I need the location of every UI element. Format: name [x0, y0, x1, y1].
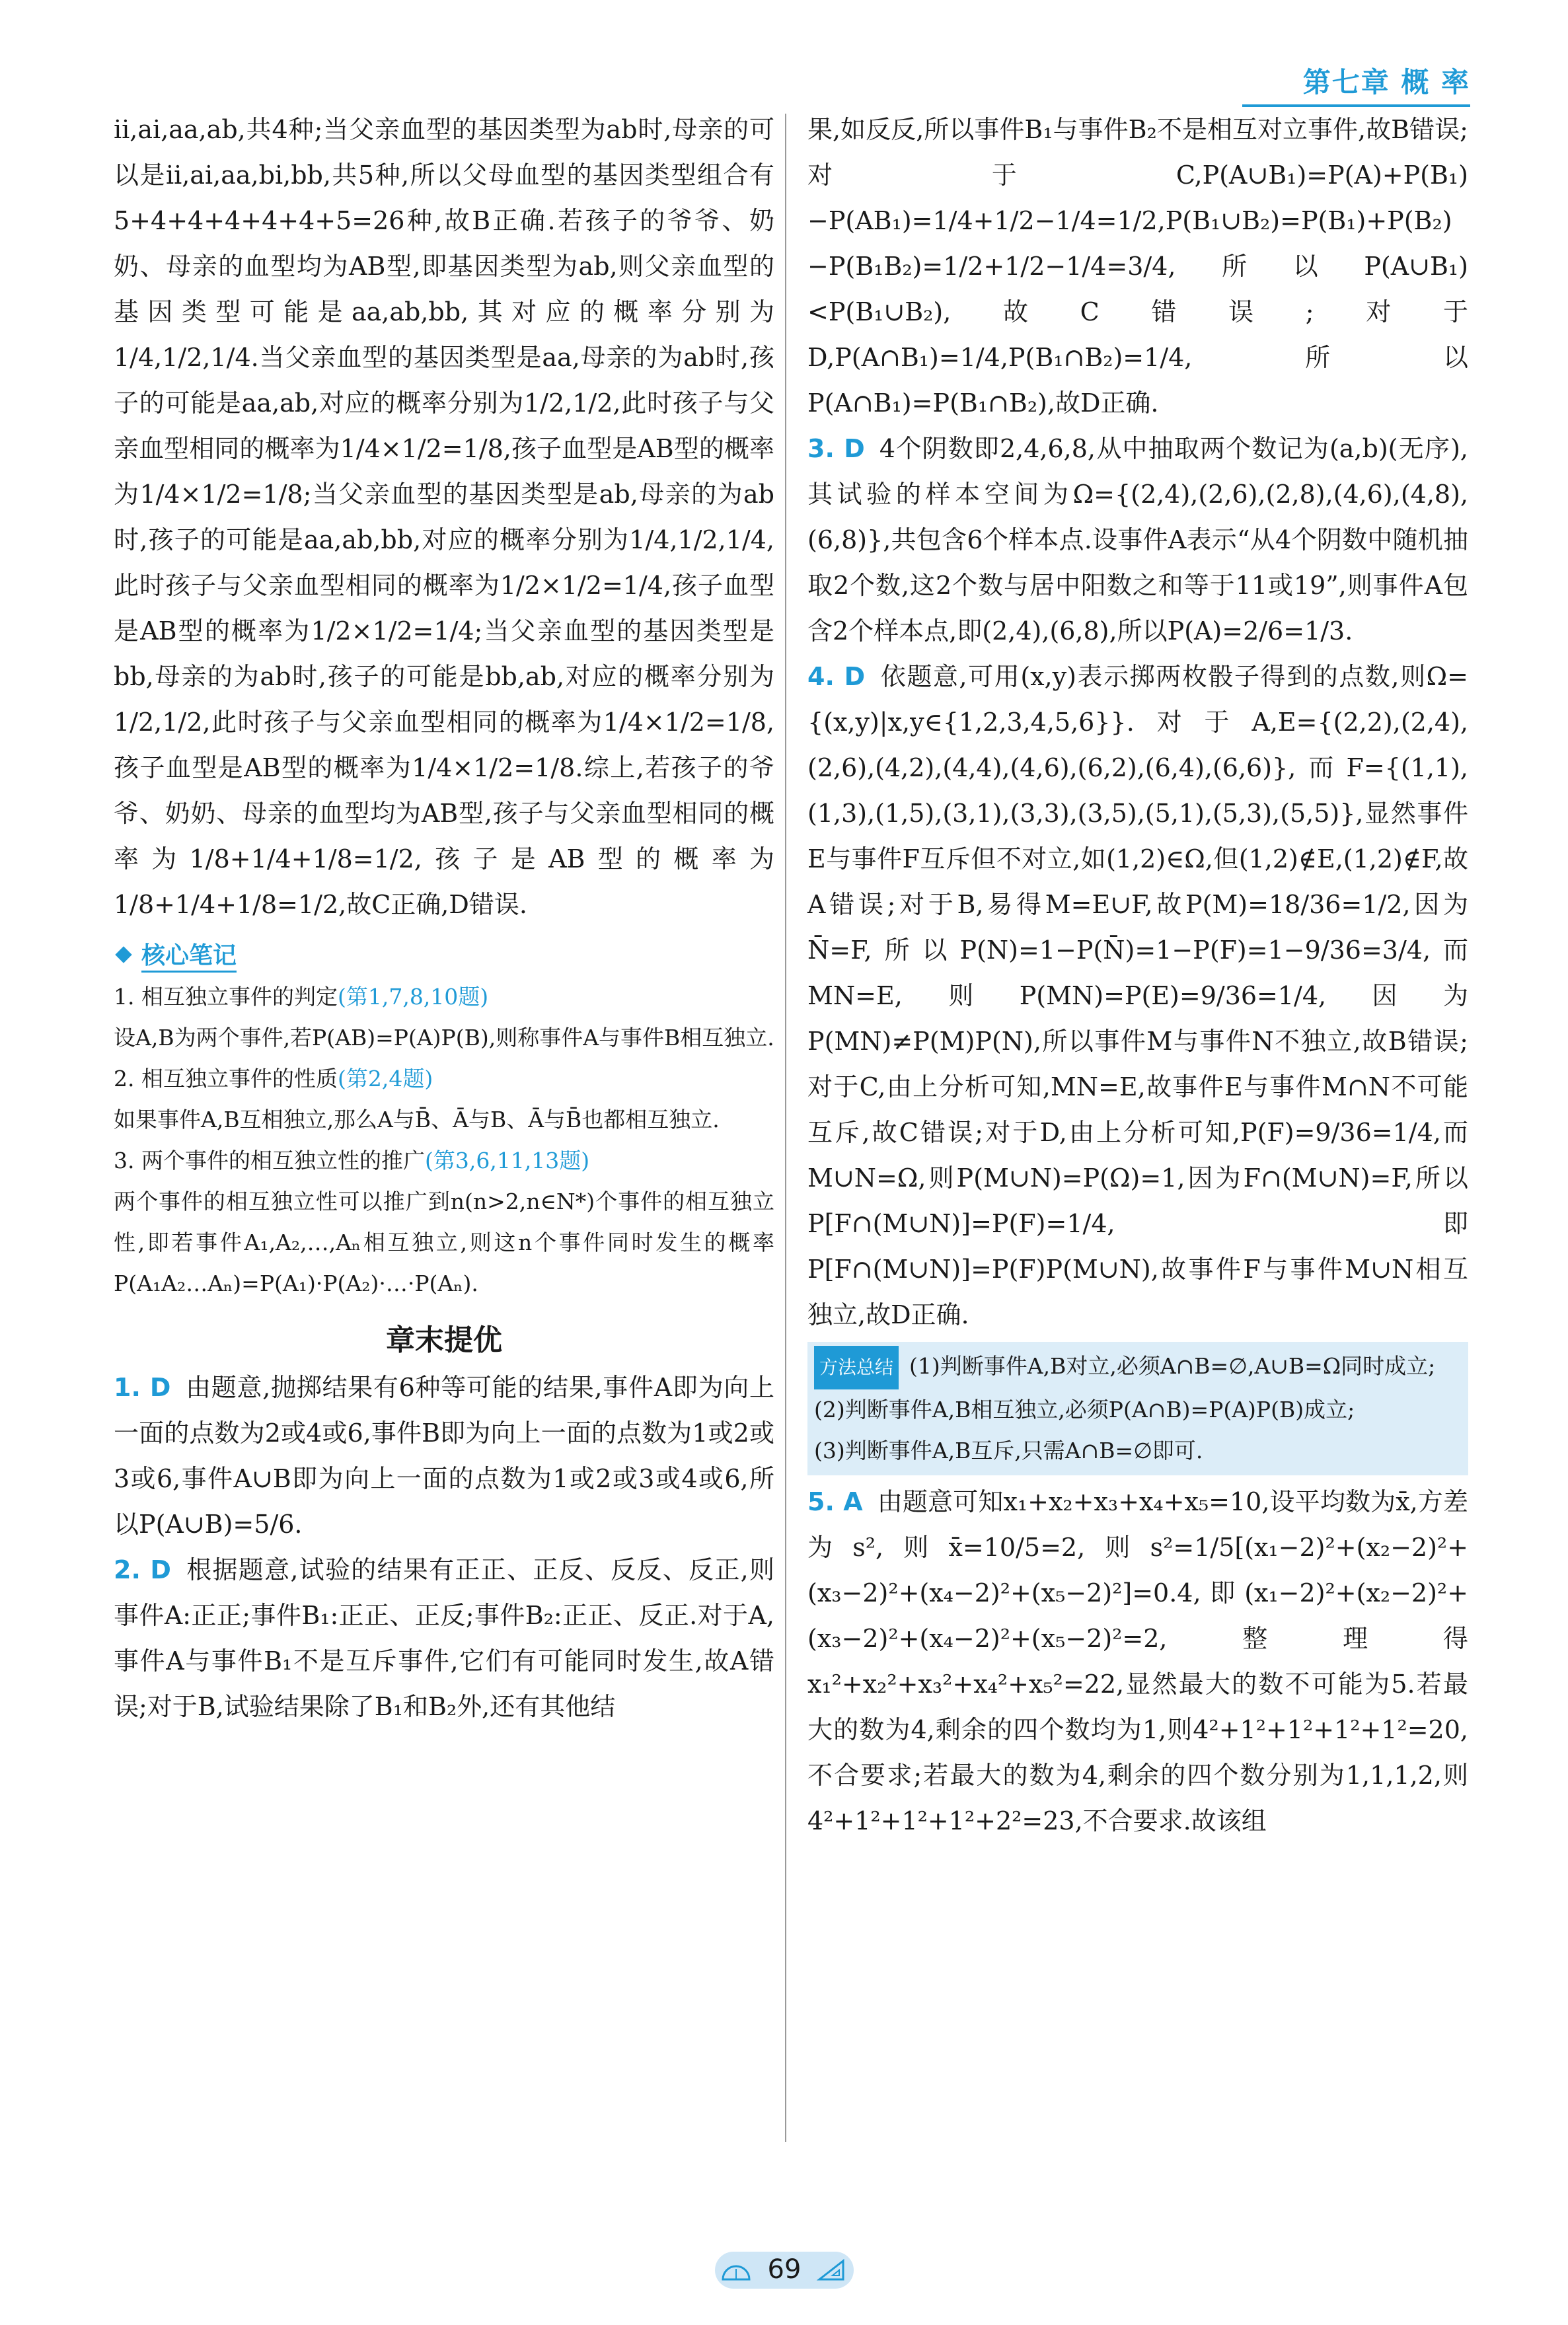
core-note-heading [114, 977, 774, 1017]
answer-4 [807, 654, 1468, 1338]
method-summary-label: 方法总结 [814, 1346, 899, 1389]
core-note-heading-text: 1. 相互独立事件的判定 [114, 984, 338, 1010]
left-column [114, 107, 774, 1730]
answer-label: 3. D [807, 434, 865, 463]
answer-label: 4. D [807, 662, 866, 691]
answer-1 [114, 1365, 774, 1547]
core-note-heading-text: 3. 两个事件的相互独立性的推广 [114, 1148, 425, 1173]
answer-text: 依题意,可用(x,y)表示掷两枚骰子得到的点数,则Ω={(x,y)|x,y∈{1,2,3,4,5,6}}.对于A,E={(2,2),(2,4),(2,6),(4,2),(4,4),(4,6),(6,2),(6,4),(6,6)},而F={(1,1),(1,3),(1,5),(3,1),(3,3),(3,5),(5,1),(5,3),(5,5)},显然事件E与事件F互斥但不对立,如(1,2)∈Ω,但(1,2)∉E,(1,2)∉F,故A错误;对于B,易得M=E∪F,故P(M)=18/36=1/2,因为N̄=F,所以P(N)=1−P(N̄)=1−P(F)=1−9/36=3/4,而MN=E,则P(MN)=P(E)=9/36=1/4,因为P(MN)≠P(M)P(N),所以事件M与事件N不独立,故B错误;对于C,由上分析可知,MN=E,故事件E与事件M∩N不可能互斥,故C错误;对于D,由上分析可知,P(F)=9/36=1/4,而M∪N=Ω,则P(M∪N)=P(Ω)=1,因为F∩(M∪N)=F,所以P[F∩(M∪N)]=P(F)=1/4,即P[F∩(M∪N)]=P(F)P(M∪N),故事件F与事件M∪N相互独立,故D正确. [807, 662, 1468, 1329]
right-column [807, 107, 1468, 1844]
method-summary-line: (3)判断事件A,B互斥,只需A∩B=∅即可. [814, 1438, 1203, 1463]
answer-text: 由题意,抛掷结果有6种等可能的结果,事件A即为向上一面的点数为2或4或6,事件B即为向上一面的点数为1或2或3或6,事件A∪B即为向上一面的点数为1或2或3或4或6,所以P(A∪B)=5/6. [114, 1373, 775, 1539]
core-note-ref: (第2,4题) [337, 1066, 433, 1091]
answer-5 [807, 1479, 1468, 1844]
core-note-ref: (第3,6,11,13题) [424, 1148, 590, 1173]
core-note-body: 两个事件的相互独立性可以推广到n(n>2,n∈N*)个事件的相互独立性,即若事件A₁,A₂,…,Aₙ相互独立,则这n个事件同时发生的概率P(A₁A₂…Aₙ)=P(A₁)·P(A₂)·…·P(Aₙ). [114, 1189, 774, 1296]
core-note-heading [114, 1058, 774, 1099]
method-summary-line: (2)判断事件A,B相互独立,必须P(A∩B)=P(A)P(B)成立; [814, 1397, 1355, 1422]
answer-text: 由题意可知x₁+x₂+x₃+x₄+x₅=10,设平均数为x̄,方差为s²,则x̄=10/5=2,则s²=1/5[(x₁−2)²+(x₂−2)²+(x₃−2)²+(x₄−2)²+(x₅−2)²]=0.4,即(x₁−2)²+(x₂−2)²+(x₃−2)²+(x₄−2)²+(x₅−2)²=2,整理得x₁²+x₂²+x₃²+x₄²+x₅²=22,显然最大的数不可能为5.若最大的数为4,剩余的四个数均为1,则4²+1²+1²+1²+1²=20,不合要求;若最大的数为4,剩余的四个数分别为1,1,1,2,则4²+1²+1²+1²+2²=23,不合要求.故该组 [807, 1487, 1469, 1835]
page-footer [0, 2252, 1568, 2291]
answer-text: 根据题意,试验的结果有正正、正反、反反、反正,则事件A:正正;事件B₁:正正、正反;事件B₂:正正、反正.对于A,事件A与事件B₁不是互斥事件,它们有可能同时发生,故A错误;对于B,试验结果除了B₁和B₂外,还有其他结 [114, 1555, 774, 1721]
core-notes-heading [114, 937, 774, 973]
answer-label: 1. D [114, 1373, 171, 1402]
section-title: 章末提优 [386, 1323, 502, 1357]
right-paragraph: 果,如反反,所以事件B₁与事件B₂不是相互对立事件,故B错误;对于C,P(A∪B₁)=P(A)+P(B₁)−P(AB₁)=1/4+1/2−1/4=1/2,P(B₁∪B₂)=P(B₁)+P(B₂)−P(B₁B₂)=1/2+1/2−1/4=3/4,所以P(A∪B₁)<P(B₁∪B₂),故C错误;对于D,P(A∩B₁)=1/4,P(B₁∩B₂)=1/4,所以P(A∩B₁)=P(B₁∩B₂),故D正确. [807, 115, 1468, 418]
page-number: 69 [767, 2254, 802, 2285]
core-note-heading-text: 2. 相互独立事件的性质 [114, 1066, 338, 1091]
core-note-item [114, 977, 774, 1058]
column-divider [785, 114, 786, 2142]
core-note-body: 设A,B为两个事件,若P(AB)=P(A)P(B),则称事件A与事件B相互独立. [114, 1025, 774, 1051]
answer-text: 4个阴数即2,4,6,8,从中抽取两个数记为(a,b)(无序),其试验的样本空间为Ω={(2,4),(2,6),(2,8),(4,6),(4,8),(6,8)},共包含6个样本点.设事件A表示“从4个阴数中随机抽取2个数,这2个数与居中阳数之和等于11或19”,则事件A包含2个样本点,即(2,4),(6,8),所以P(A)=2/6=1/3. [807, 434, 1468, 646]
core-note-item [114, 1058, 774, 1140]
method-summary-line [814, 1346, 1462, 1389]
chapter-header [1303, 61, 1470, 100]
left-paragraph: ii,ai,aa,ab,共4种;当父亲血型的基因类型为ab时,母亲的可以是ii,ai,aa,bi,bb,共5种,所以父母血型的基因类型组合有5+4+4+4+4+4+5=26种,故B正确.若孩子的爷爷、奶奶、母亲的血型均为AB型,即基因类型为ab,则父亲血型的基因类型可能是aa,ab,bb,其对应的概率分别为1/4,1/2,1/4.当父亲血型的基因类型是aa,母亲的为ab时,孩子的可能是aa,ab,对应的概率分别为1/2,1/2,此时孩子与父亲血型相同的概率为1/4×1/2=1/8,孩子血型是AB型的概率为1/4×1/2=1/8;当父亲血型的基因类型是ab,母亲的为ab时,孩子的可能是aa,ab,bb,对应的概率分别为1/4,1/2,1/4,此时孩子与父亲血型相同的概率为1/2×1/2=1/4,孩子血型是AB型的概率为1/2×1/2=1/4;当父亲血型的基因类型是bb,母亲的为ab时,孩子的可能是bb,ab,对应的概率分别为1/2,1/2,此时孩子与父亲血型相同的概率为1/4×1/2=1/8,孩子血型是AB型的概率为1/4×1/2=1/8.综上,若孩子的爷爷、奶奶、母亲的血型均为AB型,孩子与父亲血型相同的概率为1/8+1/4+1/8=1/2,孩子是AB型的概率为1/8+1/4+1/8=1/2,故C正确,D错误. [114, 115, 774, 919]
chapter-title: 第七章 概 率 [1302, 66, 1470, 98]
answer-3 [807, 426, 1468, 654]
core-note-body: 如果事件A,B互相独立,那么A与B̄、Ā与B、Ā与B̄也都相互独立. [114, 1107, 720, 1132]
core-notes-title: 核心笔记 [141, 937, 237, 973]
core-note-heading [114, 1140, 774, 1181]
answer-label: 5. A [807, 1487, 863, 1516]
method-summary-box [807, 1342, 1468, 1475]
method-summary-text: (1)判断事件A,B对立,必须A∩B=∅,A∪B=Ω同时成立; [909, 1353, 1436, 1379]
answer-2 [114, 1547, 774, 1730]
core-note-ref: (第1,7,8,10题) [337, 984, 489, 1010]
diamond-icon [115, 946, 131, 963]
set-square-icon [817, 2258, 846, 2282]
answer-label: 2. D [114, 1555, 171, 1584]
core-note-item [114, 1140, 774, 1304]
